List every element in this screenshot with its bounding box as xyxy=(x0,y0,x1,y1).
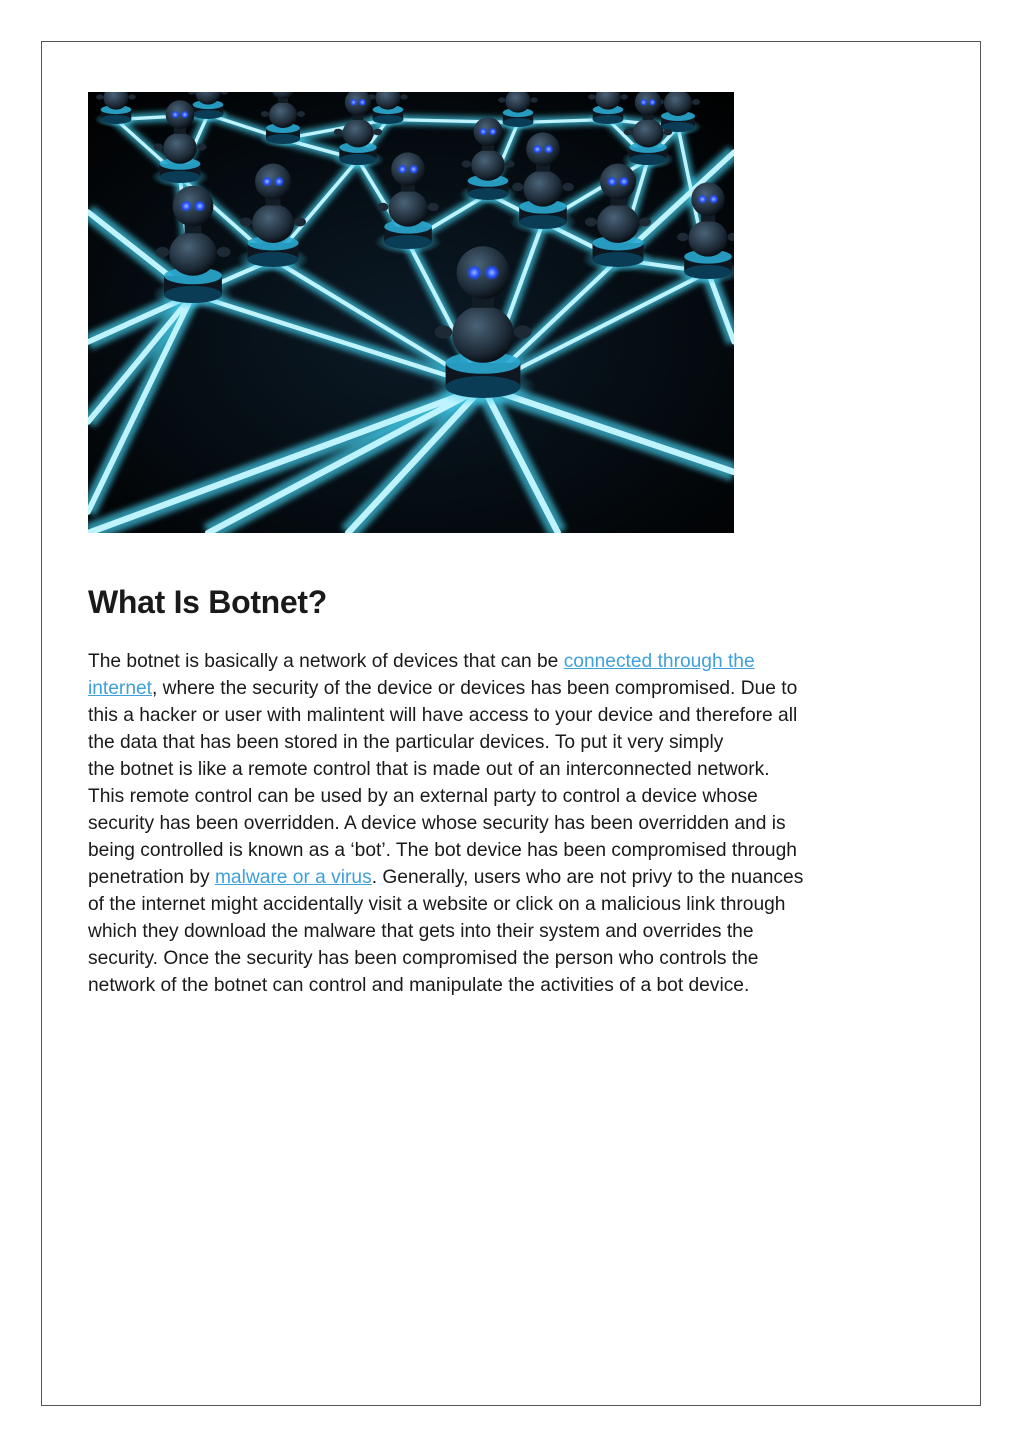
body-line xyxy=(88,702,938,729)
body-line xyxy=(88,810,938,837)
robot-node xyxy=(366,92,409,128)
robot-node xyxy=(94,92,137,128)
robot-node xyxy=(586,92,629,128)
body-text-run: the botnet is like a remote control that is made out of an interconnected network. xyxy=(88,759,770,780)
body-text-run: security has been overridden. A device whose security has been overridden and is xyxy=(88,813,786,834)
body-text-run: , where the security of the device or devices has been compromised. Due to xyxy=(152,678,798,699)
body-text-run: being controlled is known as a ‘bot’. The bot device has been compromised through xyxy=(88,840,797,861)
body-line xyxy=(88,756,938,783)
body-text-run: which they download the malware that gets into their system and overrides the xyxy=(88,921,754,942)
body-text-run: The botnet is basically a network of devices that can be xyxy=(88,651,564,672)
body-text-run: security. Once the security has been compromised the person who controls the xyxy=(88,948,759,969)
body-text-run: penetration by xyxy=(88,867,215,888)
article-body xyxy=(88,648,938,999)
body-text-run: the data that has been stored in the particular devices. To put it very simply xyxy=(88,732,724,753)
botnet-illustration xyxy=(88,92,734,533)
body-text-run: this a hacker or user with malintent will have access to your device and therefore all xyxy=(88,705,798,726)
body-line xyxy=(88,864,938,891)
botnet-network-image xyxy=(88,92,734,533)
body-line xyxy=(88,918,938,945)
body-line xyxy=(88,729,938,756)
body-text-run: This remote control can be used by an external party to control a device whose xyxy=(88,786,758,807)
body-line xyxy=(88,972,938,999)
body-line xyxy=(88,837,938,864)
body-line xyxy=(88,783,938,810)
inline-link[interactable]: internet xyxy=(88,678,152,699)
body-line xyxy=(88,675,938,702)
body-text-run: of the internet might accidentally visit a website or click on a malicious link through xyxy=(88,894,786,915)
body-text-run: network of the botnet can control and manipulate the activities of a bot device. xyxy=(88,975,750,996)
body-line xyxy=(88,945,938,972)
body-line xyxy=(88,648,938,675)
body-text-run: . Generally, users who are not privy to the nuances xyxy=(371,867,804,888)
article-title: What Is Botnet? xyxy=(88,584,328,620)
inline-link[interactable]: malware or a virus xyxy=(214,867,372,888)
inline-link[interactable]: connected through the xyxy=(563,651,755,672)
body-line xyxy=(88,891,938,918)
